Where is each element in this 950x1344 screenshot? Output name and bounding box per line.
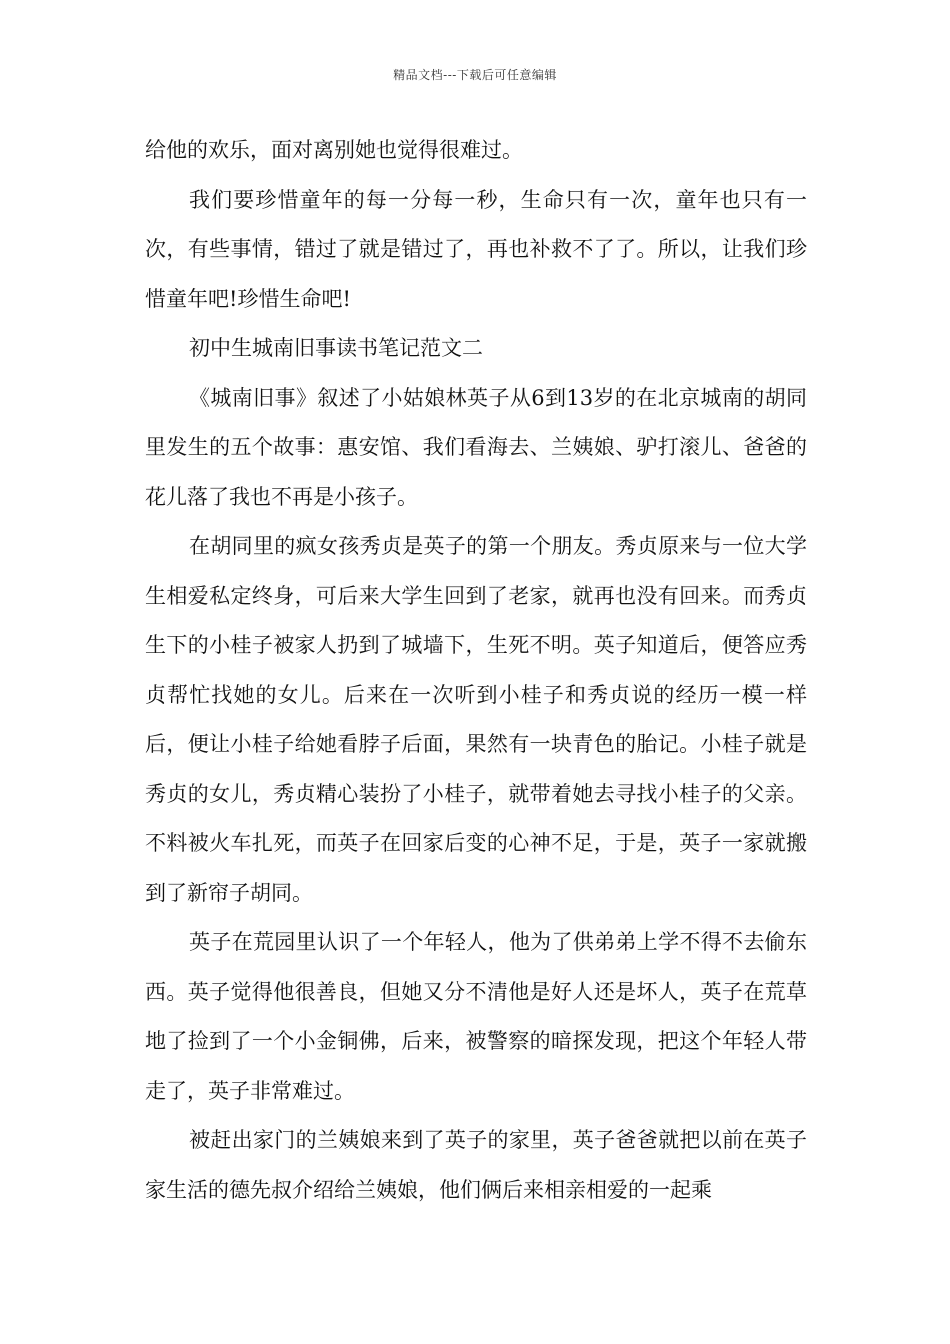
section-title: 初中生城南旧事读书笔记范文二 (189, 336, 483, 360)
paragraph-continuation: 给他的欢乐，面对离别她也觉得很难过。 (145, 138, 523, 162)
paragraph: 英子在荒园里认识了一个年轻人，他为了供弟弟上学不得不去偷东西。英子觉得他很善良，但她又分不清他是好人还是坏人，英子在荒草地了捡到了一个小金铜佛，后来，被警察的暗探发现，把这个年轻人带走了，英子非常难过。 (145, 930, 807, 1103)
paragraph: 被赶出家门的兰姨娘来到了英子的家里，英子爸爸就把以前在英子家生活的德先叔介绍给兰姨娘，他们俩后来相亲相爱的一起乘 (145, 1128, 807, 1202)
paragraph: 我们要珍惜童年的每一分每一秒，生命只有一次，童年也只有一次，有些事情，错过了就是错过了，再也补救不了了。所以，让我们珍惜童年吧!珍惜生命吧! (145, 187, 807, 311)
page-header: 精品文档---下载后可任意编辑 (393, 68, 557, 82)
document-body (145, 126, 807, 1215)
paragraph: 在胡同里的疯女孩秀贞是英子的第一个朋友。秀贞原来与一位大学生相爱私定终身，可后来大学生回到了老家，就再也没有回来。而秀贞生下的小桂子被家人扔到了城墙下，生死不明。英子知道后，便答应秀贞帮忙找她的女儿。后来在一次听到小桂子和秀贞说的经历一模一样后，便让小桂子给她看脖子后面，果然有一块青色的胎记。小桂子就是秀贞的女儿，秀贞精心装扮了小桂子，就带着她去寻找小桂子的父亲。不料被火车扎死，而英子在回家后变的心神不足，于是，英子一家就搬到了新帘子胡同。 (145, 534, 807, 905)
paragraph: 《城南旧事》叙述了小姑娘林英子从6到13岁的在北京城南的胡同里发生的五个故事：惠安馆、我们看海去、兰姨娘、驴打滚儿、爸爸的花儿落了我也不再是小孩子。 (145, 385, 807, 509)
